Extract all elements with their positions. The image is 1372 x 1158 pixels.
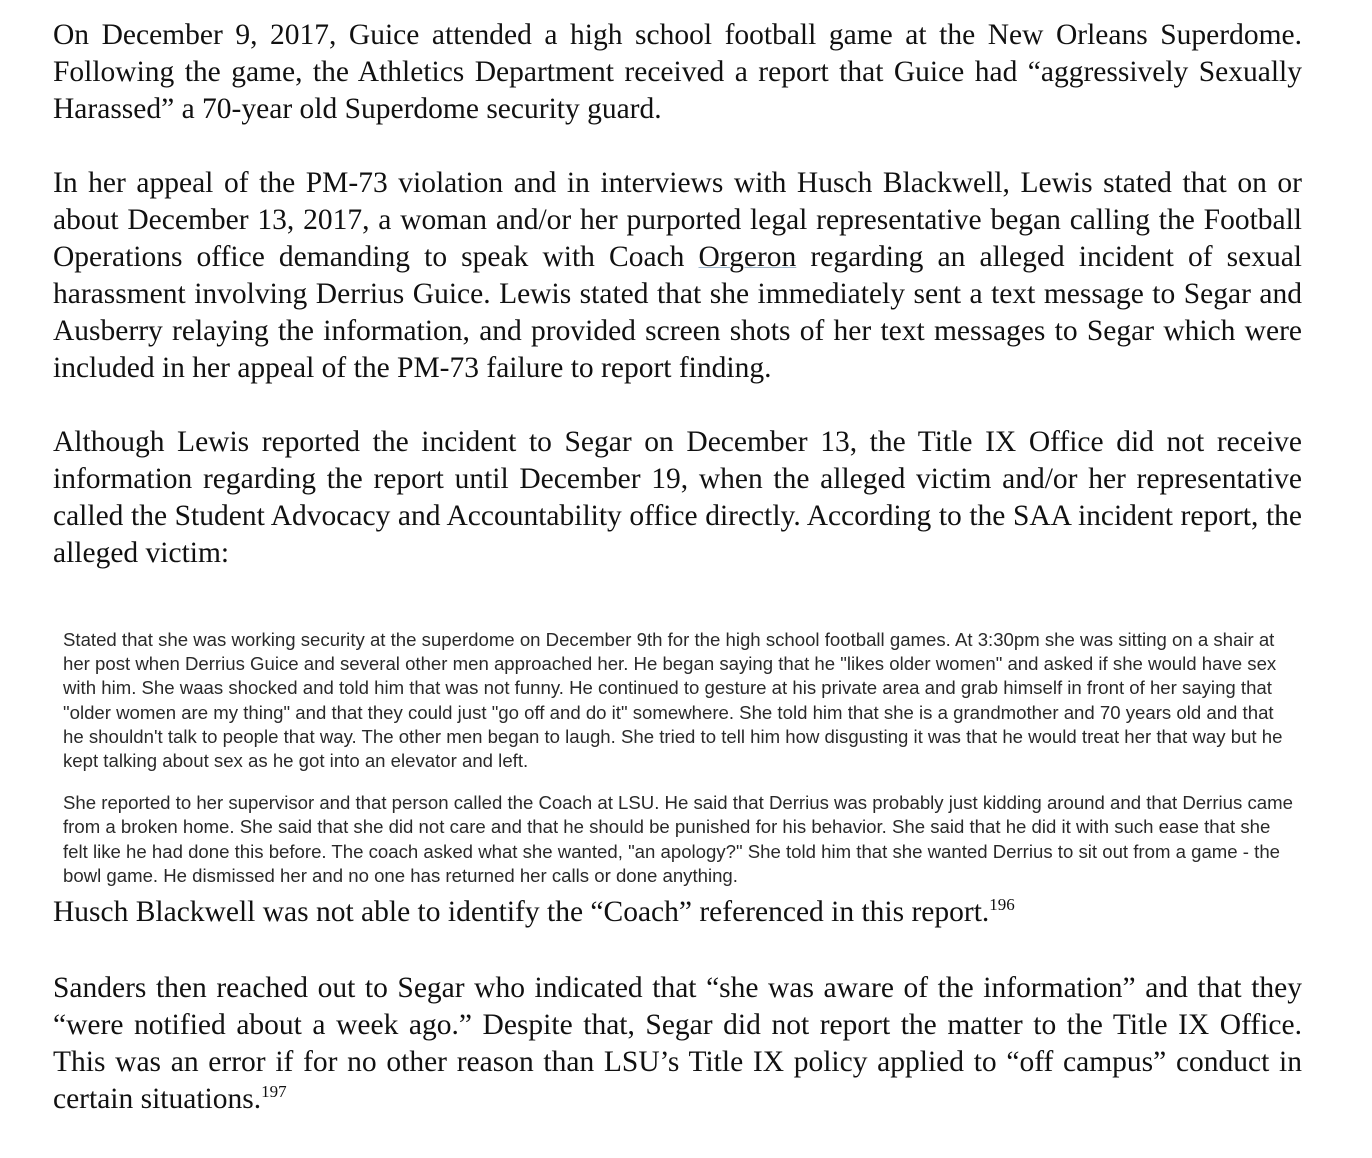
paragraph-coach-unidentified bbox=[53, 894, 1302, 931]
paragraph-lewis-appeal-part-1: In her appeal of the PM-73 violation and in interviews with Husch Blackwell, Lewis stated that on or about December 13, 2017, a woman and/or her purported legal representative began calling the Football Operations office demanding to speak with Coach bbox=[53, 167, 1302, 273]
paragraph-title-ix-report: Although Lewis reported the incident to Segar on December 13, the Title IX Office did not receive information regarding the report until December 19, when the alleged victim and/or her representative called the Student Advocacy and Accountability office directly. According to the SAA incident report, the alleged victim: bbox=[53, 426, 1302, 569]
incident-report-paragraph-1: Stated that she was working security at the superdome on December 9th for the high school football games. At 3:30pm she was sitting on a shair at her post when Derrius Guice and several other men approached her. He began saying that he "likes older women" and asked if she would have sex with him. She waas shocked and told him that was not funny. He continued to gesture at his private area and grab himself in front of her saying that "older women are my thing" and that they could just "go off and do it" somewhere. She told him that she is a grandmother and 70 years old and that he shouldn't talk to people that way. The other men began to laugh. She tried to tell him how disgusting it was that he would treat her that way but he kept talking about sex as he got into an elevator and left. bbox=[63, 629, 1283, 772]
paragraph-sanders-segar bbox=[53, 970, 1302, 1118]
paragraph-coach-unidentified-text: Husch Blackwell was not able to identify the “Coach” referenced in this report. bbox=[53, 896, 990, 929]
document-page bbox=[53, 17, 1302, 1118]
paragraph-superdome-incident: On December 9, 2017, Guice attended a high school football game at the New Orleans Superdome. Following the game, the Athletics Department received a report that Guice had “aggressively Sexually Harassed” a 70-year old Superdome security guard. bbox=[53, 19, 1302, 125]
footnote-marker-196[interactable]: 196 bbox=[989, 895, 1015, 915]
paragraph-lewis-appeal-part-2: regarding an alleged incident of sexual harassment involving Derrius Guice. Lewis stated that she immediately sent a text message to Segar and Ausberry relaying the information, and provided screen shots of her text messages to Segar which were included in her appeal of the PM-73 failure to report finding. bbox=[53, 241, 1302, 384]
footnote-marker-197[interactable]: 197 bbox=[261, 1082, 287, 1102]
marked-word-orgeron: Orgeron bbox=[698, 241, 797, 273]
paragraph-sanders-segar-text: Sanders then reached out to Segar who indicated that “she was aware of the information” and that they “were notified about a week ago.” Despite that, Segar did not report the matter to the Title IX Office. This was an error if for no other reason than LSU’s Title IX policy applied to “off campus” conduct in certain situations. bbox=[53, 972, 1302, 1116]
paragraph-lewis-appeal bbox=[53, 165, 1302, 387]
incident-report-paragraph-2: She reported to her supervisor and that person called the Coach at LSU. He said that Derrius was probably just kidding around and that Derrius came from a broken home. She said that she did not care and that he should be punished for his behavior. She said that he did it with such ease that she felt like he had done this before. The coach asked what she wanted, "an apology?" She told him that she wanted Derrius to sit out from a game - the bowl game. He dismissed her and no one has returned her calls or done anything. bbox=[63, 792, 1293, 886]
saa-incident-report-excerpt bbox=[63, 628, 1293, 888]
